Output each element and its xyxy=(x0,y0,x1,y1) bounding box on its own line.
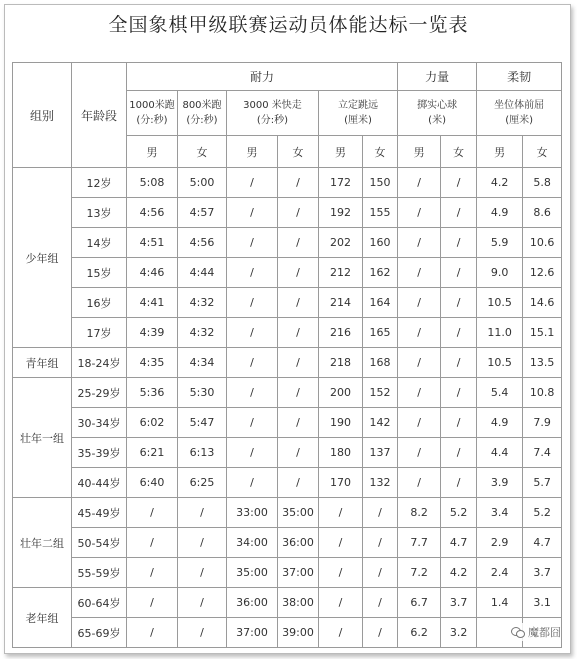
header-row-categories xyxy=(13,63,562,91)
gender-female-label: 女 xyxy=(178,136,227,168)
age-range-cell: 65-69岁 xyxy=(72,618,127,648)
value-cell: 4.4 xyxy=(477,438,523,468)
value-cell: 35:00 xyxy=(278,498,319,528)
value-cell: 162 xyxy=(363,258,398,288)
value-cell: / xyxy=(278,468,319,498)
value-cell: 212 xyxy=(319,258,363,288)
value-cell: 218 xyxy=(319,348,363,378)
age-range-cell: 14岁 xyxy=(72,228,127,258)
value-cell: 216 xyxy=(319,318,363,348)
value-cell: / xyxy=(127,618,178,648)
value-cell: / xyxy=(441,408,477,438)
table-title: 全国象棋甲级联赛运动员体能达标一览表 xyxy=(108,14,469,36)
gender-female-label: 女 xyxy=(363,136,398,168)
value-cell: 38:00 xyxy=(278,588,319,618)
value-cell: / xyxy=(319,558,363,588)
test-3000m-walk-header: 3000 米快走 (分:秒) xyxy=(227,91,319,136)
value-cell: 35:00 xyxy=(227,558,278,588)
value-cell: 39:00 xyxy=(278,618,319,648)
table-row xyxy=(13,168,562,198)
value-cell: 4:56 xyxy=(178,228,227,258)
age-range-cell: 40-44岁 xyxy=(72,468,127,498)
value-cell: / xyxy=(227,408,278,438)
value-cell: 4.7 xyxy=(523,528,562,558)
value-cell: 180 xyxy=(319,438,363,468)
value-cell: / xyxy=(278,228,319,258)
value-cell: / xyxy=(127,498,178,528)
value-cell: 7.9 xyxy=(523,408,562,438)
age-header: 年龄段 xyxy=(72,63,127,168)
value-cell: / xyxy=(398,438,441,468)
value-cell: / xyxy=(178,528,227,558)
value-cell: 5.2 xyxy=(523,498,562,528)
value-cell: / xyxy=(227,228,278,258)
value-cell: / xyxy=(278,378,319,408)
value-cell: 3.7 xyxy=(441,588,477,618)
test-standing-jump-header: 立定跳远 (厘米) xyxy=(319,91,398,136)
test-800m-header: 800米跑 (分:秒) xyxy=(178,91,227,136)
age-range-cell: 18-24岁 xyxy=(72,348,127,378)
table-row xyxy=(13,318,562,348)
gender-female-label: 女 xyxy=(278,136,319,168)
value-cell: / xyxy=(363,498,398,528)
value-cell: / xyxy=(398,288,441,318)
flexibility-header: 柔韧 xyxy=(477,63,562,91)
value-cell: 5.7 xyxy=(523,468,562,498)
value-cell: 4:56 xyxy=(127,198,178,228)
value-cell: 5.8 xyxy=(523,168,562,198)
value-cell: 4.9 xyxy=(477,198,523,228)
value-cell: / xyxy=(398,468,441,498)
table-row xyxy=(13,348,562,378)
value-cell: / xyxy=(398,318,441,348)
value-cell: / xyxy=(178,618,227,648)
value-cell: / xyxy=(227,258,278,288)
value-cell: / xyxy=(363,618,398,648)
age-range-cell: 35-39岁 xyxy=(72,438,127,468)
value-cell: 33:00 xyxy=(227,498,278,528)
age-range-cell: 25-29岁 xyxy=(72,378,127,408)
value-cell: / xyxy=(178,588,227,618)
value-cell: / xyxy=(227,198,278,228)
value-cell: / xyxy=(227,288,278,318)
table-row xyxy=(13,288,562,318)
value-cell: 4:32 xyxy=(178,288,227,318)
value-cell: 10.8 xyxy=(523,378,562,408)
group-name-cell: 壮年二组 xyxy=(13,498,72,588)
value-cell: 6:25 xyxy=(178,468,227,498)
value-cell: / xyxy=(441,438,477,468)
value-cell: / xyxy=(319,528,363,558)
value-cell: / xyxy=(319,618,363,648)
value-cell: / xyxy=(363,528,398,558)
value-cell: / xyxy=(278,408,319,438)
value-cell: / xyxy=(441,168,477,198)
value-cell: 6.2 xyxy=(398,618,441,648)
value-cell: / xyxy=(441,468,477,498)
value-cell: / xyxy=(227,168,278,198)
value-cell: 5:47 xyxy=(178,408,227,438)
age-range-cell: 60-64岁 xyxy=(72,588,127,618)
gender-female-label: 女 xyxy=(441,136,477,168)
value-cell: 5.9 xyxy=(477,228,523,258)
test-1000m-header: 1000米跑 (分:秒) xyxy=(127,91,178,136)
value-cell: 192 xyxy=(319,198,363,228)
value-cell: / xyxy=(278,318,319,348)
value-cell: 6.7 xyxy=(398,588,441,618)
value-cell: 6:02 xyxy=(127,408,178,438)
group-header: 组别 xyxy=(13,63,72,168)
value-cell: 10.5 xyxy=(477,348,523,378)
value-cell: 214 xyxy=(319,288,363,318)
value-cell: / xyxy=(441,258,477,288)
value-cell: 6:40 xyxy=(127,468,178,498)
value-cell: 3.4 xyxy=(477,498,523,528)
age-range-cell: 45-49岁 xyxy=(72,498,127,528)
value-cell: 160 xyxy=(363,228,398,258)
gender-male-label: 男 xyxy=(227,136,278,168)
value-cell: / xyxy=(278,288,319,318)
value-cell: 7.2 xyxy=(398,558,441,588)
value-cell: / xyxy=(398,168,441,198)
value-cell: 12.6 xyxy=(523,258,562,288)
table-row xyxy=(13,528,562,558)
value-cell: / xyxy=(278,348,319,378)
value-cell: 2.4 xyxy=(477,558,523,588)
fitness-standards-table xyxy=(12,62,562,648)
value-cell: 4:57 xyxy=(178,198,227,228)
value-cell: 137 xyxy=(363,438,398,468)
value-cell: 13.5 xyxy=(523,348,562,378)
table-row xyxy=(13,588,562,618)
value-cell: / xyxy=(227,378,278,408)
test-sit-reach-header: 坐位体前屈 (厘米) xyxy=(477,91,562,136)
value-cell: / xyxy=(441,228,477,258)
value-cell: / xyxy=(278,438,319,468)
value-cell: 14.6 xyxy=(523,288,562,318)
table-row xyxy=(13,438,562,468)
age-range-cell: 17岁 xyxy=(72,318,127,348)
table-row xyxy=(13,198,562,228)
value-cell: 9.0 xyxy=(477,258,523,288)
age-range-cell: 30-34岁 xyxy=(72,408,127,438)
value-cell: 202 xyxy=(319,228,363,258)
value-cell: 5.2 xyxy=(441,498,477,528)
value-cell: / xyxy=(178,558,227,588)
value-cell: 5:30 xyxy=(178,378,227,408)
value-cell: 3.1 xyxy=(523,588,562,618)
value-cell: / xyxy=(441,198,477,228)
endurance-header: 耐力 xyxy=(127,63,398,91)
watermark-text: 魔都囧 xyxy=(528,626,561,639)
value-cell: 4.2 xyxy=(441,558,477,588)
test-medicine-ball-header: 掷实心球 (米) xyxy=(398,91,477,136)
value-cell: / xyxy=(441,348,477,378)
gender-female-label: 女 xyxy=(523,136,562,168)
value-cell: 5:00 xyxy=(178,168,227,198)
value-cell: 152 xyxy=(363,378,398,408)
value-cell: 1.4 xyxy=(477,588,523,618)
strength-header: 力量 xyxy=(398,63,477,91)
value-cell: 6:13 xyxy=(178,438,227,468)
value-cell: 4:44 xyxy=(178,258,227,288)
gender-male-label: 男 xyxy=(398,136,441,168)
value-cell: / xyxy=(363,558,398,588)
value-cell: 172 xyxy=(319,168,363,198)
value-cell: 3.7 xyxy=(523,558,562,588)
value-cell: 4:51 xyxy=(127,228,178,258)
value-cell: / xyxy=(278,258,319,288)
value-cell: 8.2 xyxy=(398,498,441,528)
value-cell: 4:32 xyxy=(178,318,227,348)
table-row xyxy=(13,468,562,498)
value-cell: 190 xyxy=(319,408,363,438)
value-cell: 7.4 xyxy=(523,438,562,468)
age-range-cell: 55-59岁 xyxy=(72,558,127,588)
table-row xyxy=(13,558,562,588)
value-cell: 4:35 xyxy=(127,348,178,378)
value-cell: 5:08 xyxy=(127,168,178,198)
group-name-cell: 壮年一组 xyxy=(13,378,72,498)
age-range-cell: 15岁 xyxy=(72,258,127,288)
value-cell: 4.2 xyxy=(477,168,523,198)
value-cell: 36:00 xyxy=(227,588,278,618)
value-cell: / xyxy=(441,288,477,318)
value-cell: 4:46 xyxy=(127,258,178,288)
value-cell: 200 xyxy=(319,378,363,408)
value-cell: 164 xyxy=(363,288,398,318)
gender-male-label: 男 xyxy=(477,136,523,168)
value-cell: / xyxy=(227,348,278,378)
value-cell: / xyxy=(398,258,441,288)
value-cell: 4:41 xyxy=(127,288,178,318)
value-cell: 4.9 xyxy=(477,408,523,438)
value-cell: / xyxy=(363,588,398,618)
value-cell: 155 xyxy=(363,198,398,228)
value-cell: 10.5 xyxy=(477,288,523,318)
watermark xyxy=(511,623,561,641)
value-cell: / xyxy=(127,588,178,618)
value-cell: 170 xyxy=(319,468,363,498)
table-row xyxy=(13,618,562,648)
value-cell: 15.1 xyxy=(523,318,562,348)
value-cell: / xyxy=(227,438,278,468)
value-cell: / xyxy=(127,558,178,588)
value-cell: / xyxy=(227,468,278,498)
table-row xyxy=(13,258,562,288)
table-row xyxy=(13,228,562,258)
value-cell: / xyxy=(441,318,477,348)
value-cell: 4:39 xyxy=(127,318,178,348)
table-row xyxy=(13,378,562,408)
value-cell: / xyxy=(398,348,441,378)
age-range-cell: 12岁 xyxy=(72,168,127,198)
value-cell: 5:36 xyxy=(127,378,178,408)
age-range-cell: 50-54岁 xyxy=(72,528,127,558)
group-name-cell: 少年组 xyxy=(13,168,72,348)
value-cell: 34:00 xyxy=(227,528,278,558)
value-cell: / xyxy=(398,228,441,258)
value-cell: 7.7 xyxy=(398,528,441,558)
age-range-cell: 16岁 xyxy=(72,288,127,318)
value-cell: 2.9 xyxy=(477,528,523,558)
value-cell: / xyxy=(127,528,178,558)
value-cell: 165 xyxy=(363,318,398,348)
value-cell: 4:34 xyxy=(178,348,227,378)
value-cell: 8.6 xyxy=(523,198,562,228)
value-cell: / xyxy=(398,378,441,408)
table-row xyxy=(13,408,562,438)
value-cell: / xyxy=(178,498,227,528)
value-cell: / xyxy=(278,198,319,228)
value-cell: / xyxy=(441,378,477,408)
age-range-cell: 13岁 xyxy=(72,198,127,228)
value-cell: 10.6 xyxy=(523,228,562,258)
value-cell: 132 xyxy=(363,468,398,498)
value-cell: 168 xyxy=(363,348,398,378)
value-cell: 150 xyxy=(363,168,398,198)
value-cell: 3.2 xyxy=(441,618,477,648)
gender-male-label: 男 xyxy=(127,136,178,168)
value-cell: / xyxy=(227,318,278,348)
value-cell: / xyxy=(278,168,319,198)
value-cell: 4.7 xyxy=(441,528,477,558)
value-cell: 5.4 xyxy=(477,378,523,408)
value-cell: 11.0 xyxy=(477,318,523,348)
value-cell: 3.9 xyxy=(477,468,523,498)
value-cell: / xyxy=(319,498,363,528)
gender-male-label: 男 xyxy=(319,136,363,168)
value-cell: / xyxy=(398,198,441,228)
group-name-cell: 老年组 xyxy=(13,588,72,648)
value-cell: / xyxy=(319,588,363,618)
group-name-cell: 青年组 xyxy=(13,348,72,378)
value-cell: / xyxy=(398,408,441,438)
value-cell: 37:00 xyxy=(227,618,278,648)
value-cell: 6:21 xyxy=(127,438,178,468)
value-cell: 36:00 xyxy=(278,528,319,558)
table-row xyxy=(13,498,562,528)
wechat-icon xyxy=(511,626,525,638)
value-cell: 142 xyxy=(363,408,398,438)
value-cell: 37:00 xyxy=(278,558,319,588)
